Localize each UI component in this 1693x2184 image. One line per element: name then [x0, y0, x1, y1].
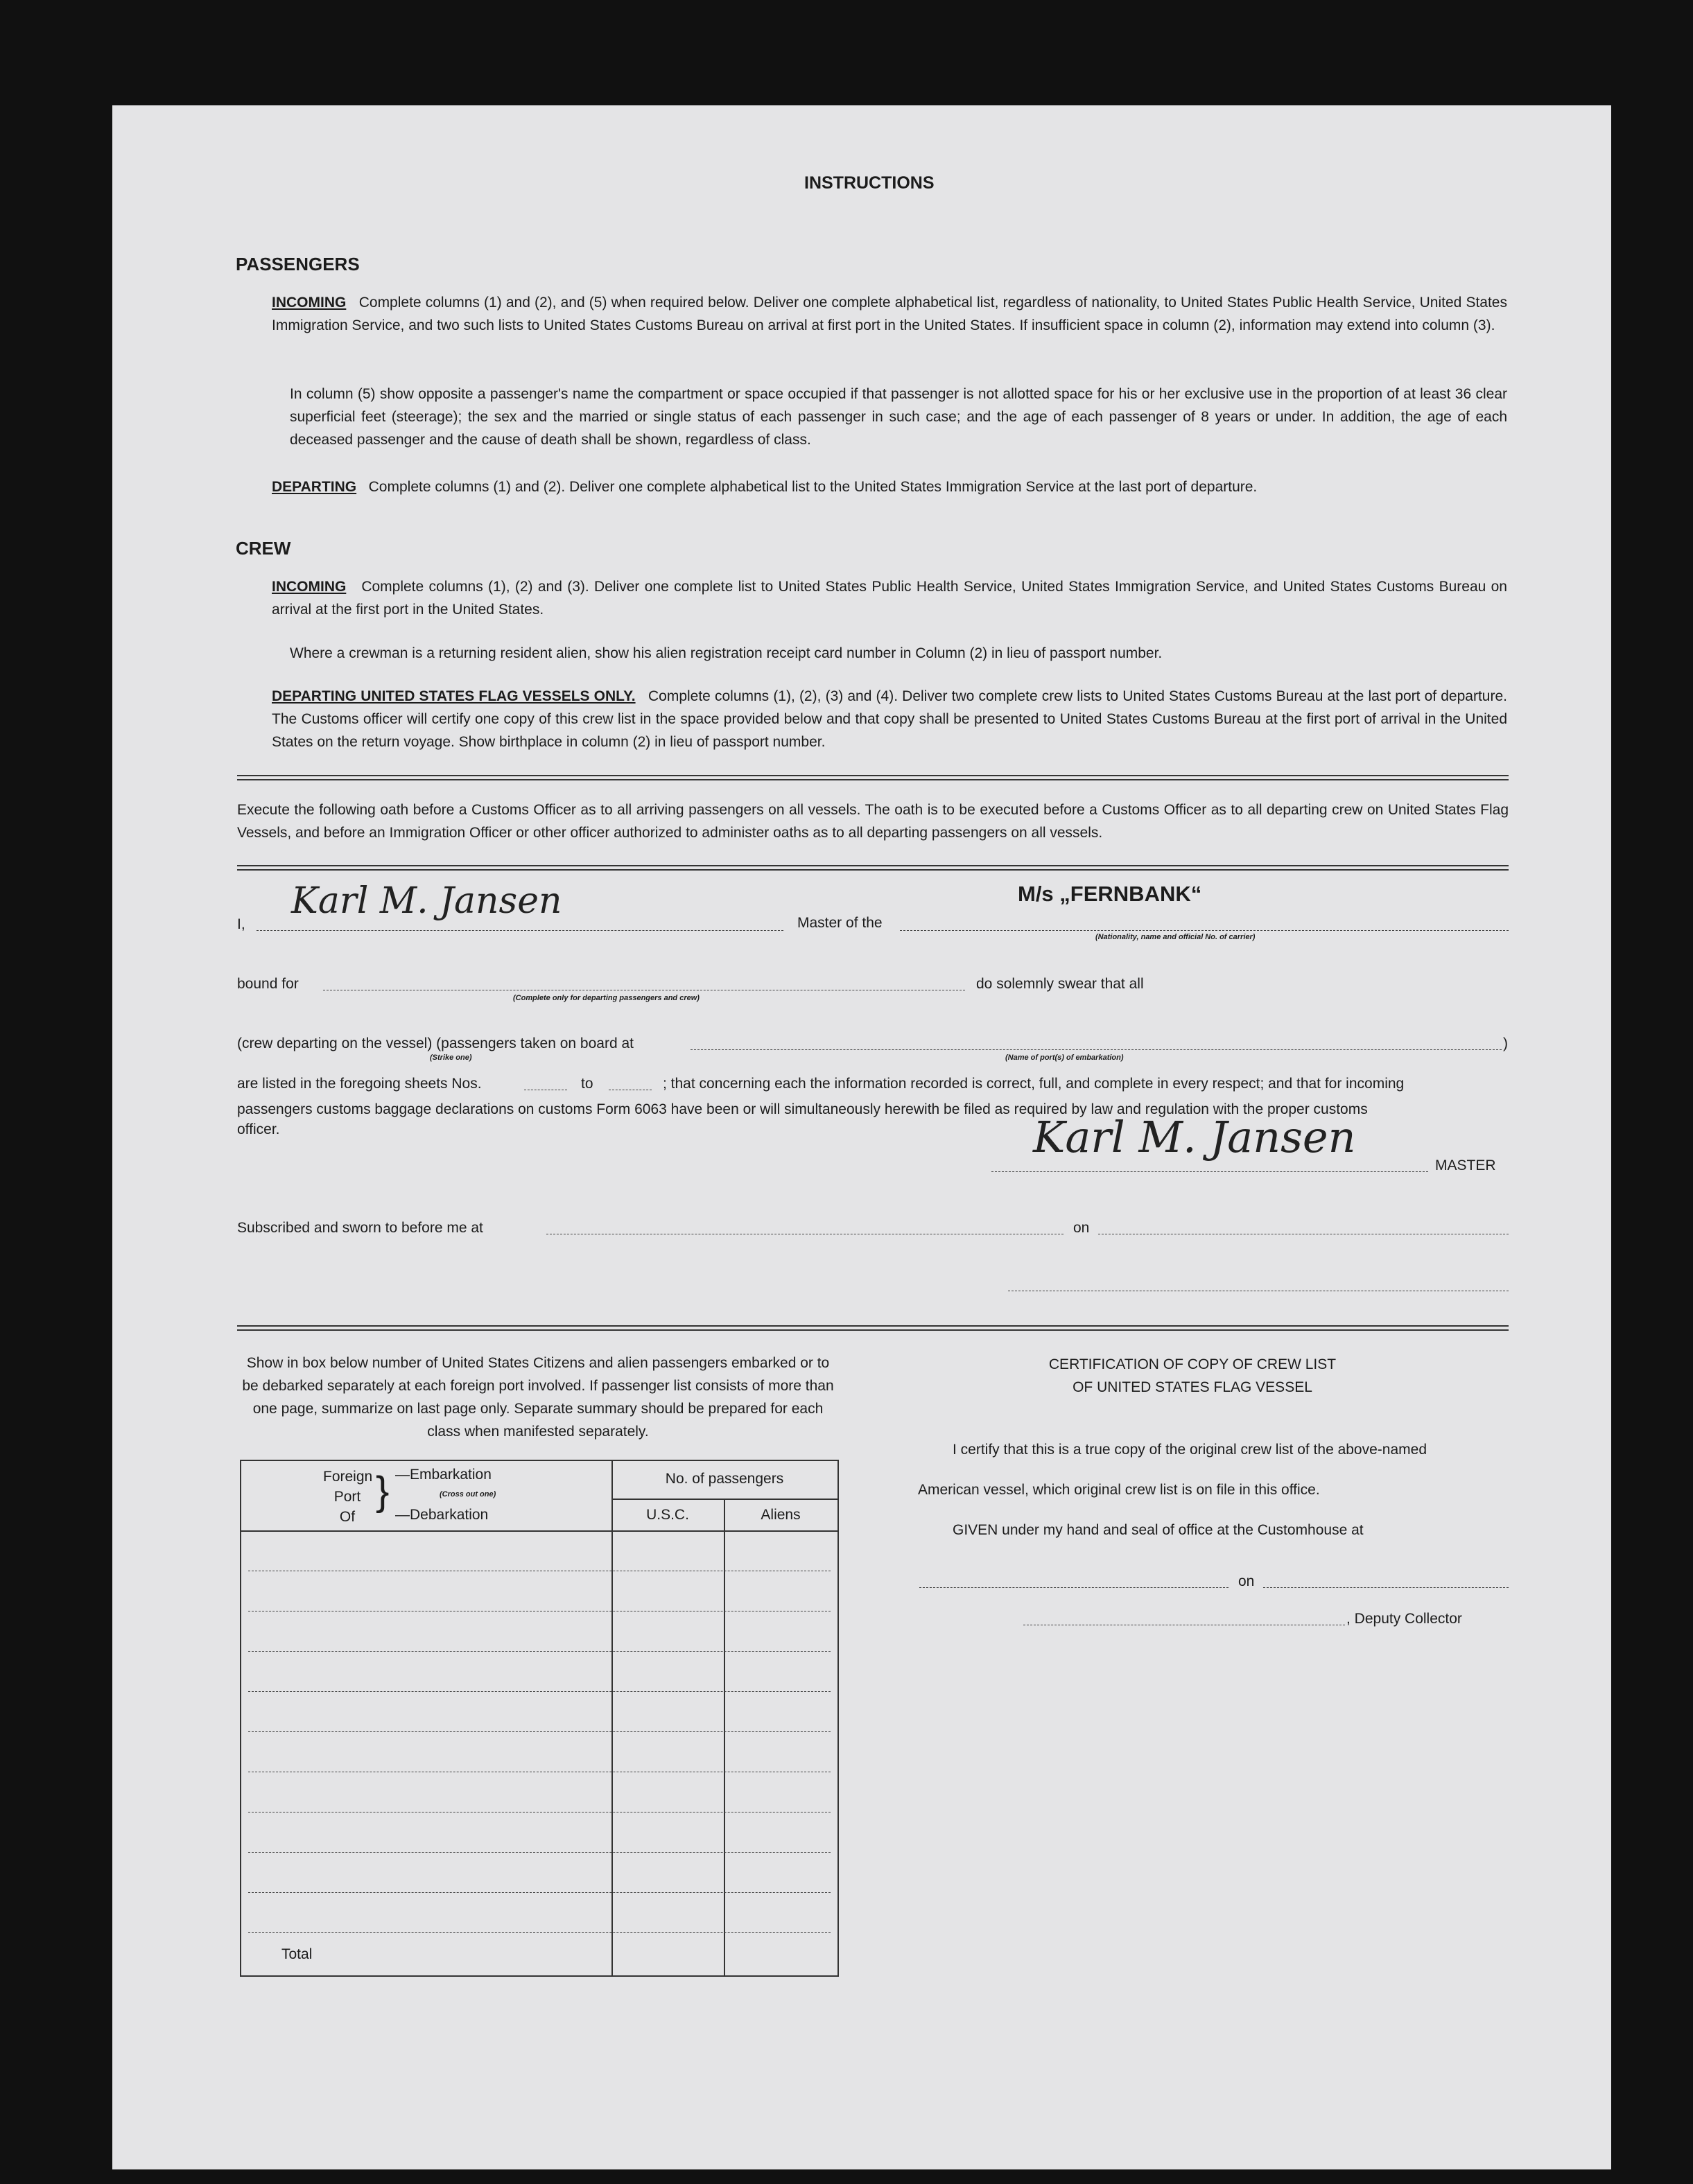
certification-heading-2: OF UNITED STATES FLAG VESSEL — [1073, 1379, 1312, 1395]
crew-incoming-text: Complete columns (1), (2) and (3). Deliver one complete list to United States Public Health Service, United States Immigration Service, and United States Customs Bureau on arrival at the first port in the United States. — [272, 579, 1507, 618]
passengers-departing — [272, 475, 1507, 498]
bound-caption: (Complete only for departing passengers and crew) — [513, 994, 700, 1002]
summary-instructions: Show in box below number of United States Citizens and alien passengers embarked or to be debarked separately at each foreign port involved. If passenger list consists of more than one page, summarize on last page only. Separate summary should be prepared for each class when manifested separately. — [242, 1355, 834, 1440]
customhouse-line — [919, 1587, 1228, 1588]
crew-departing-label: (crew departing on the vessel) (passengers taken on board at — [237, 1036, 634, 1051]
summary-row-line — [248, 1932, 831, 1933]
oath-i-label: I, — [237, 916, 245, 932]
listed-text-1: are listed in the foregoing sheets Nos. — [237, 1076, 482, 1092]
passengers-departing-text: Complete columns (1) and (2). Deliver one complete alphabetical list to the United States Immigration Service at the last port of departure. — [368, 479, 1258, 495]
listed-text-3: passengers customs baggage declarations on customs Form 6063 have been or will simultaneously herewith be filed as required by law and regulation with the proper customs — [237, 1101, 1368, 1117]
passengers-heading: PASSENGERS — [236, 254, 360, 274]
foreign-port-of — [323, 1467, 372, 1527]
no-passengers-label: No. of passengers — [665, 1471, 784, 1487]
certification-line-1: I certify that this is a true copy of the original crew list of the above-named — [953, 1442, 1427, 1458]
certification-line-2: American vessel, which original crew list is on file in this office. — [918, 1482, 1320, 1498]
passengers-incoming — [272, 291, 1507, 337]
page-title: INSTRUCTIONS — [804, 173, 935, 193]
of-label: Of — [339, 1509, 356, 1525]
embarkation-label: —Embarkation — [395, 1467, 492, 1483]
brace-icon: } — [376, 1469, 390, 1514]
crew-incoming-label: INCOMING — [272, 579, 347, 595]
summary-col-divider — [611, 1461, 613, 1975]
crew-departing-text: Complete columns (1), (2), (3) and (4). Deliver two complete crew lists to United States Customs Bureau at the last port of departure. The Customs officer will certify one copy of this crew list in the space provided below and that copy shall be presented to United States Customs Bureau at the first port of arrival in the United States on the return voyage. Show birthplace in column (2) in lieu of passport number. — [272, 688, 1507, 750]
signature-line — [991, 1171, 1428, 1172]
summary-row-line — [248, 1852, 831, 1853]
crew-resident-text: Where a crewman is a returning resident alien, show his alien registration receipt card number in Column (2) in lieu of passport number. — [290, 645, 1163, 661]
bound-for-label: bound for — [237, 976, 299, 992]
strike-caption: (Strike one) — [430, 1054, 472, 1062]
header-split-line — [611, 1499, 837, 1500]
deputy-collector-label: , Deputy Collector — [1346, 1611, 1462, 1627]
master-of-label: Master of the — [797, 915, 883, 931]
crew-departing-label: DEPARTING UNITED STATES FLAG VESSELS ONLY. — [272, 688, 636, 704]
ports-caption: (Name of port(s) of embarkation) — [1005, 1054, 1124, 1062]
listed-text-4: officer. — [237, 1121, 280, 1137]
crew-incoming — [272, 575, 1507, 621]
passengers-incoming-text: Complete columns (1) and (2), and (5) when required below. Deliver one complete alphabetical list, regardless of nationality, to United States Public Health Service, United States Immigration Service, and two such lists to United States Customs Bureau on arrival at first port in the United States. If insufficient space in column (2), information may extend into column (3). — [272, 295, 1507, 333]
master-label: MASTER — [1435, 1157, 1496, 1173]
listed-text-2: ; that concerning each the information recorded is correct, full, and complete in every respect; and that for incoming — [663, 1076, 1405, 1092]
summary-row-line — [248, 1892, 831, 1893]
subscribed-label: Subscribed and sworn to before me at — [237, 1220, 483, 1236]
total-label: Total — [281, 1946, 313, 1962]
foreign-label: Foreign — [323, 1469, 373, 1485]
subscribed-on-label: on — [1073, 1220, 1090, 1236]
close-paren: ) — [1503, 1036, 1508, 1051]
to-label: to — [581, 1076, 593, 1092]
cross-out-caption: (Cross out one) — [440, 1490, 496, 1499]
header-bottom-line — [241, 1530, 837, 1532]
debarkation-label: —Debarkation — [395, 1507, 489, 1523]
certification-on-label: on — [1238, 1573, 1255, 1589]
passengers-departing-label: DEPARTING — [272, 479, 357, 495]
swear-label: do solemnly swear that all — [976, 976, 1144, 992]
vessel-line — [900, 930, 1509, 931]
certification-heading-1: CERTIFICATION OF COPY OF CREW LIST — [1048, 1356, 1337, 1372]
port-label: Port — [333, 1489, 361, 1505]
ports-line — [691, 1049, 1502, 1050]
summary-box — [240, 1460, 839, 1977]
master-signature: Karl M. Jansen — [1033, 1112, 1356, 1162]
passengers-incoming-label: INCOMING — [272, 295, 347, 311]
master-name-handwritten: Karl M. Jansen — [291, 880, 562, 922]
certification-line-3: GIVEN under my hand and seal of office at the Customhouse at — [953, 1522, 1364, 1538]
passengers-column5-text: In column (5) show opposite a passenger's name the compartment or space occupied if that passenger is not allotted space for his or her exclusive use in the proportion of at least 36 clear superficial feet (steerage); the sex and the married or single status of each passenger in such case; and the age of each passenger of 8 years or under. In addition, the age of each deceased passenger and the cause of death shall be shown, regardless of class. — [290, 386, 1507, 448]
section-divider — [237, 1325, 1509, 1331]
crew-heading: CREW — [236, 538, 291, 559]
crew-departing — [272, 685, 1507, 753]
summary-row-line — [248, 1731, 831, 1732]
summary-row-line — [248, 1651, 831, 1652]
certification-heading — [915, 1353, 1470, 1399]
certification-date-line — [1263, 1587, 1509, 1588]
vessel-name: M/s „FERNBANK“ — [1018, 882, 1202, 906]
oath-intro: Execute the following oath before a Customs Officer as to all arriving passengers on all vessels. The oath is to be executed before a Customs Officer as to all departing crew on United States Flag Vessels, and before an Immigration Officer or other officer authorized to administer oaths as to all departing passengers on all vessels. — [237, 802, 1509, 841]
vessel-caption: (Nationality, name and official No. of carrier) — [1095, 933, 1256, 941]
summary-row-line — [248, 1691, 831, 1692]
section-divider — [237, 865, 1509, 871]
usc-label: U.S.C. — [646, 1507, 689, 1523]
section-divider — [237, 775, 1509, 780]
master-name-line — [257, 930, 783, 931]
aliens-label: Aliens — [761, 1507, 801, 1523]
